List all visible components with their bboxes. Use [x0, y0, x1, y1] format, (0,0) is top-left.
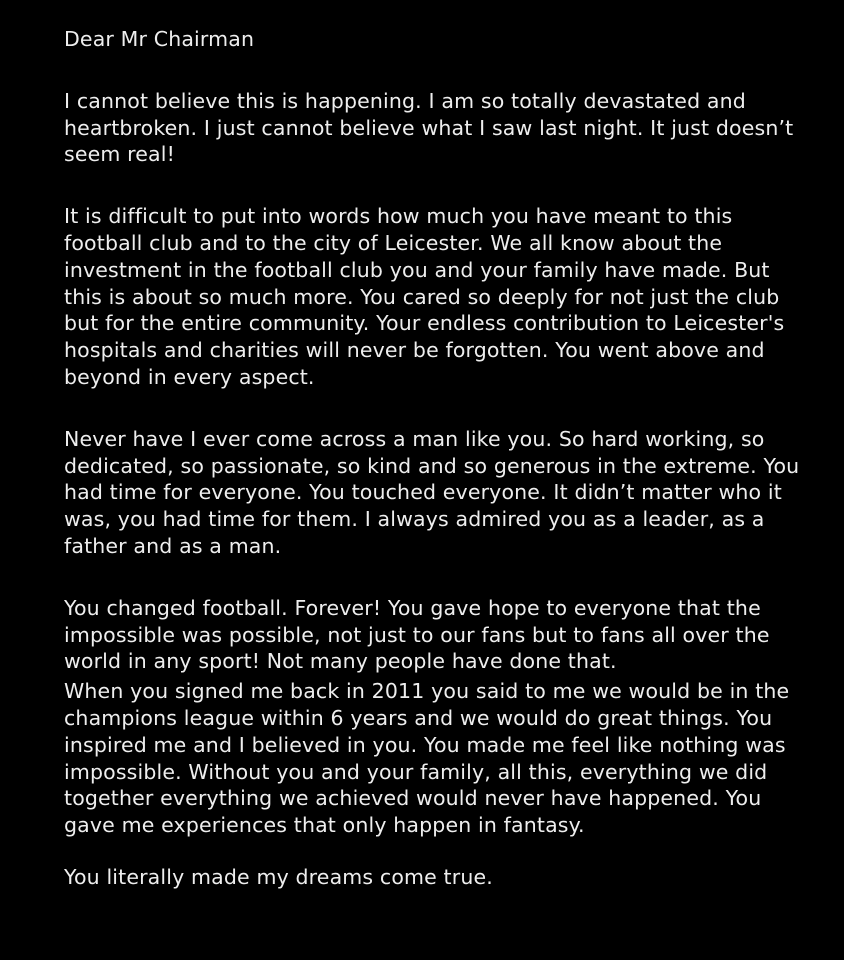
letter-salutation: Dear Mr Chairman: [64, 27, 255, 51]
letter-paragraph-1: I cannot believe this is happening. I am so totally devastated and heartbroken. I just cannot believe what I saw last night. It just doesn’t seem real!: [64, 88, 794, 167]
letter-paragraph-5: When you signed me back in 2011 you said to me we would be in the champions league within 6 years and we would do great things. You inspired me and I believed in you. You made me feel like nothing was impossible. Without you and your family, all this, everything we did together everything we achieved would never have happened. You gave me experiences that only happen in fantasy.: [64, 679, 790, 838]
letter-paragraph-2: It is difficult to put into words how much you have meant to this football club and to the city of Leicester. We all know about the investment in the football club you and your family have made. But this is about so much more. You cared so deeply for not just the club but for the entire community. Your endless contribution to Leicester's hospitals and charities will never be forgotten. You went above and beyond in every aspect.: [64, 204, 785, 389]
letter-paragraph-4: You changed football. Forever! You gave hope to everyone that the impossible was possible, not just to our fans but to fans all over the world in any sport! Not many people have done that.: [64, 595, 770, 674]
letter-closing: You literally made my dreams come true.: [64, 864, 493, 889]
letter-body: [64, 26, 804, 891]
letter-paragraph-3: Never have I ever come across a man like you. So hard working, so dedicated, so passionate, so kind and so generous in the extreme. You had time for everyone. You touched everyone. It didn’t matter who it was, you had time for them. I always admired you as a leader, as a father and as a man.: [64, 426, 800, 558]
